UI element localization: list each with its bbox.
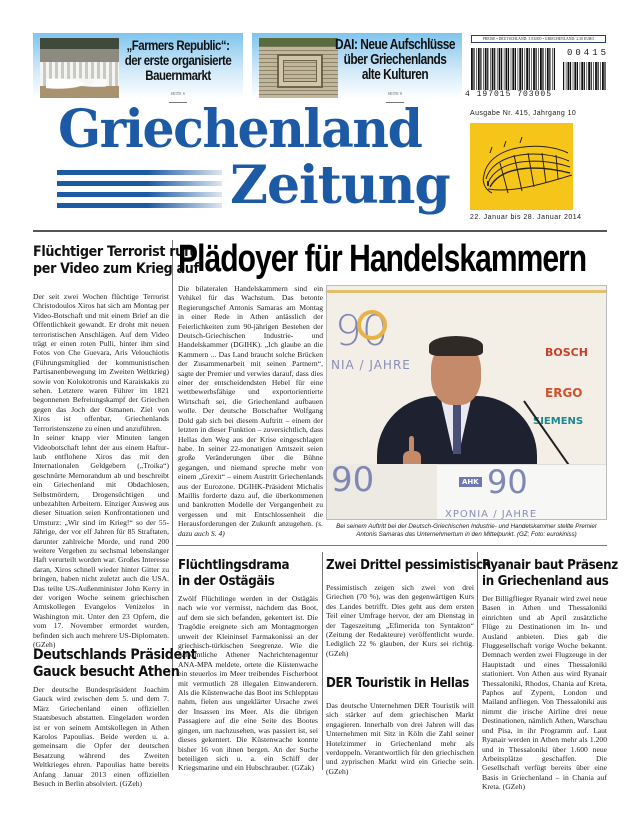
barcode-bar	[501, 48, 502, 90]
date-range: 22. Januar bis 28. Januar 2014	[470, 214, 582, 221]
masthead-stripe	[57, 170, 222, 175]
banner-ninety-text: 90	[335, 306, 389, 355]
headline-line: per Video zum Krieg auf	[33, 261, 199, 277]
masthead-stripe	[57, 181, 222, 186]
barcode-bar	[595, 62, 597, 90]
teaser-title-line: DAI: Neue Aufschlüsse	[334, 37, 456, 53]
sponsor-label: ERGO	[545, 386, 583, 400]
barcode-bar	[547, 48, 549, 90]
barcode-bar	[584, 62, 585, 90]
headline-line: Flüchtlingsdrama	[178, 557, 290, 573]
barcode-bar	[531, 48, 532, 90]
article-headline-fluechtlinge[interactable]	[178, 557, 289, 589]
barcode-bar	[508, 48, 509, 90]
barcode-addon	[563, 62, 607, 90]
barcode-bar	[549, 48, 550, 90]
speaker-at-podium-photo	[326, 285, 607, 520]
column-divider	[322, 552, 323, 770]
geese-photo	[40, 38, 119, 98]
barcode-bar	[600, 62, 601, 90]
masthead-stripe	[57, 203, 222, 208]
paragraph: In seiner knapp vier Minuten langen Videobotschaft lehnt der aus einem Hafturlaub entflohene Xiros das mit den Internationalen Geldgebern („Troika“) geschnürte Memorandum ab und beschreibt ein Griechenland mit Obdachlosen, Selbstmördern, Drogensüchtigen und unbezahlten Arbeitern. Einziger Ausweg aus dieser Situation seien Konfrontationen und Umsturz: „Wir sind im Krieg!“ so der 55-Jährige, der vor elf Jahren für 85 Straftaten, darunter zahlreiche Morde, und rund 200 weitere Vergehen zu sechsmal lebenslanger Haft verurteilt worden war. Großes Interesse daran, Xiros schnell wieder hinter Gitter zu bringen, haben nicht zuletzt auch die USA. Das teilte US-Außenminister John Kerry in der vorigen Woche seinem griechischen Amtskollegen Evangelos Venizelos in Washington mit. Unter den 23 Opfern, die vom 17. November ermordet wurden, befinden sich auch mehrere US-Diplomaten. (GZeh)	[33, 433, 169, 650]
barcode-bar	[519, 48, 521, 90]
barcode-bar	[497, 48, 498, 90]
headline-line: in der Ostägäis	[178, 573, 275, 589]
barcode-bar	[566, 62, 567, 90]
speaker-finger	[409, 436, 414, 454]
barcode-bar	[580, 62, 581, 90]
barcode-bar	[471, 48, 473, 90]
barcode-bar	[540, 48, 542, 90]
article-headline-gauck[interactable]	[33, 647, 196, 681]
podium	[437, 464, 607, 520]
barcode-bar	[604, 62, 605, 90]
barcode-bar	[570, 62, 571, 90]
teaser-dai[interactable]	[252, 33, 462, 99]
masthead-title: Griechenland	[58, 99, 422, 160]
column-divider	[477, 552, 478, 770]
barcode-bar	[568, 62, 570, 90]
teaser-title-line: der erste organisierte	[124, 52, 232, 68]
teaser-title	[117, 38, 240, 103]
barcode-bar	[536, 48, 537, 90]
main-headline[interactable]: Plädoyer für Handelskammern	[178, 238, 587, 280]
barcode-bar	[483, 48, 484, 90]
issue-code: 00415	[567, 48, 610, 58]
barcode-bar	[492, 48, 494, 90]
headline-line: Flüchtiger Terrorist ruft	[33, 244, 195, 260]
barcode-bar	[487, 48, 488, 90]
barcode-bar	[525, 48, 526, 90]
sponsor-label: BOSCH	[545, 346, 588, 359]
barcode-bar	[526, 48, 528, 90]
speaker-hair	[429, 336, 483, 356]
issue-info: Ausgabe Nr. 415, Jahrgang 10	[470, 110, 577, 117]
teaser-title-line: Bauernmarkt	[145, 67, 211, 83]
lower-banner	[327, 460, 437, 520]
barcode-bar	[512, 48, 514, 90]
article-headline-terrorist[interactable]	[33, 244, 199, 278]
podium-ninety: 90	[487, 463, 528, 501]
section-divider	[176, 545, 607, 546]
barcode-bar	[577, 62, 578, 90]
article-body-ryanair: Der Billigflieger Ryanair wird zwei neue Basen in Athen und Thessaloniki einrichten und ab April zusätzliche Flüge zu Destinationen im In- und Ausland anbieten. Dies gab die Fluggesellschaft vorige Woche bekannt. Demnach werden zwei Flugzeuge in der Hauptstadt und eines Thessaloniki stationiert. Von Athen aus wird Ryanair Thessaloniki, Rhodos, Chania auf Kreta, Paphos auf Zypern, London und Mailand anfliegen. Von Thessaloniki aus nimmt die irische Airline drei neue Destinationen, nämlich Athen, Warschau und Pisa, in ihr Programm auf. Laut Ryanair werden in Athen mehr als 1.200 und in Thessaloniki über 1.600 neue Arbeitsplätze geschaffen. Die Gesellschaft verfügt bereits über eine Basis in Griechenland – in Chania auf Kreta. (GZeh)	[482, 594, 607, 792]
barcode-bar	[573, 62, 574, 90]
theater-logo	[470, 123, 573, 210]
headline-line: Gauck besucht Athen	[33, 664, 180, 680]
article-body-zwei-drittel: Pessimistisch zeigen sich zwei von drei Griechen (70 %), was den gegenwärtigen Kurs des Landes betrifft. Dies geht aus dem ersten Teil einer Umfrage hervor, der am Dienstag in der Tageszeitung „Efimerida ton Syntakton“ (Zeitung der Redakteure) veröffentlicht wurde. Lediglich 22 % glauben, der Kurs sei richtig. (GZeh)	[326, 583, 474, 658]
masthead-stripe	[57, 192, 222, 197]
barcode-bar	[598, 62, 599, 90]
teaser-title-line: „Farmers Republic“:	[126, 37, 230, 53]
barcode-bar	[574, 62, 576, 90]
barcode-bar	[506, 48, 508, 90]
banner-jahre: NIA / JAHRE	[331, 358, 411, 372]
paragraph: Die bilateralen Handelskammern sind ein Vehikel für das Wachstum. Das betonte Regierungschef Antonis Samaras am Montag in einer Rede in Athen anlässlich der Feierlichkeiten zum 90-jährigen Bestehen der Deutsch-Griechischen Industrie- und Handelskammer (DGIHK). „Ich glaube an die Kammern ... Das Land braucht solche Brücken der Zusammenarbeit mit seinen Partnern“, sagte der Premier und verwies darauf, dass dies einer der entscheidendsten Hebel für eine wettbewerbsfähige und exportorientierte Wirtschaft sei, die Griechenland aufbauen wolle. Der deutsche Botschafter Wolfgang Dold gab sich bei diesem Auftritt – einem der letzten in dieser Funktion – zuversichtlich, dass Hellas den Weg aus der Krise eingeschlagen habe. In seiner 22-monatigen Amtszeit seien große Veränderungen über die Bühne gegangen, und niemand spreche mehr von einem „Grexit“ – einem Austritt Griechenlands aus der Eurozone. DGIHK-Präsident Michalis Maillis forderte dazu auf, die überkommenen und bankrotten Modelle der Vergangenheit zu vergessen und mit Entschlossenheit die Herausforderungen der Zukunft anzugehen.	[178, 284, 323, 529]
barcode-bar	[542, 48, 543, 90]
article-body-fluechtlinge: Zwölf Flüchtlinge werden in der Ostägäis nach wie vor vermisst, nachdem das Boot, auf dem sie sich befanden, gekentert ist. Die Tragödie ereignete sich am Montagmorgen unweit der Kleininsel Farmakonissi an der griechisch-türkischen Seegrenze. Wie die halbamtliche Athener Nachrichtenagentur ANA-MPA meldete, ortete die Küstenwache ein steuerlos im Meer treibendes Fischerboot mit vermutlich 28 illegalen Einwanderern. Als die Küstenwache das Boot ins Schlepptau nahm, fielen aus ungeklärter Ursache zwei der Insassen ins Meer. Als die übrigen Passagiere auf die eine Seite des Bootes gingen, um nachzusehen, was passiert ist, sei dieses gekentert. Die Küstenwache konnte bisher 16 von ihnen bergen. An der Suche beteiligen sich u. a. ein Schiff der Kriegsmarine und ein Hubschrauber. (GZak)	[178, 594, 318, 773]
barcode-bar	[538, 48, 539, 90]
photo-caption: Bei seinem Auftritt bei der Deutsch-Griechischen Industrie- und Handelskammer stellte Premier Antonis Samaras das Unternehmertum in den Mittelpunkt. (GZ; Foto: eurokiniss)	[336, 523, 597, 538]
barcode-bar	[563, 62, 564, 90]
page-reference: SEITE 6	[169, 86, 187, 103]
barcode-bar	[499, 48, 501, 90]
headline-line: Ryanair baut Präsenz	[482, 557, 618, 573]
barcode-bar	[602, 62, 604, 90]
barcode-bar	[490, 48, 491, 90]
barcode-bar	[511, 48, 512, 90]
barcode-bar	[593, 62, 594, 90]
sponsor-bosch	[545, 346, 588, 359]
barcode	[471, 48, 555, 90]
barcode-bar	[581, 62, 583, 90]
article-headline-zwei-drittel[interactable]: Zwei Drittel pessimistisch	[326, 557, 491, 573]
article-body-der-touristik: Das deutsche Unternehmen DER Touristik will sich stärker auf dem griechischen Markt engagieren. Innerhalb von drei Jahren will das Unternehmen mit Sitz in Köln die Zahl seiner Hotelzimmer in Griechenland mehr als verdoppeln. Verantwortlich für den griechischen und zyprischen Markt wird ein Grieche sein. (GZeh)	[326, 701, 474, 776]
teaser-title-line: über Griechenlands	[343, 52, 447, 68]
banner-ring	[357, 310, 387, 340]
barcode-bar	[494, 48, 495, 90]
barcode-bar	[522, 48, 523, 90]
barcode-bar	[588, 62, 590, 90]
barcode-bar	[554, 48, 555, 90]
barcode-bar	[533, 48, 535, 90]
barcode-bar	[476, 48, 477, 90]
amphitheater-icon	[470, 123, 573, 210]
teaser-title	[334, 38, 457, 103]
headline-line: in Griechenland aus	[482, 573, 609, 589]
page-reference: SEITE 8	[386, 86, 404, 103]
main-article-body	[178, 284, 323, 538]
price-box: PREISE • DEUTSCHLAND: 3 EURO • GRIECHENLAND: 2,50 EURO	[471, 35, 606, 43]
barcode-bar	[480, 48, 481, 90]
barcode-bar	[518, 48, 519, 90]
paragraph: Der seit zwei Wochen flüchtige Terrorist Christodoulos Xiros hat sich am Montag per Video-Botschaft und mit einem Brief an die Öffentlichkeit gewandt. Er droht mit neuen terroristischen Anschlägen. Auf dem Video trägt er einen roten Pulli, hinter ihm sind Fotos von Che Guevara, Aris Velouchiotis (Führungsmitglied der kommunistischen Partisanenbewegung im Zweiten Weltkrieg) sowie von Kolokotronis und Karaiskakis zu sehen. Letztere waren Führer im 1821 begonnenen Befreiungskampf der Griechen gegen das Joch der Osmanen. Ziel von Xiros ist offenbar, Griechenlands Terroristenszene zu einen und anzuführen.	[33, 292, 169, 433]
barcode-bar	[485, 48, 487, 90]
speaker-tie	[453, 398, 461, 454]
barcode-bar	[504, 48, 505, 90]
banner-stripe	[327, 290, 606, 293]
sponsor-label: SIEMENS	[533, 416, 584, 427]
article-body-terrorist	[33, 292, 169, 649]
page-reference[interactable]: (s. dazu auch S. 4)	[178, 519, 323, 538]
ahk-logo: AHK	[459, 477, 482, 487]
excavation-photo	[259, 38, 338, 98]
article-headline-der-touristik[interactable]: DER Touristik in Hellas	[326, 675, 469, 691]
podium-label: XPONIA / JAHRE	[445, 509, 538, 520]
lower-ninety: 90	[331, 460, 375, 500]
barcode-number: 4 197015 703005	[465, 90, 553, 99]
barcode-bar	[478, 48, 480, 90]
barcode-bar	[587, 62, 588, 90]
barcode-bar	[473, 48, 474, 90]
headline-line: Deutschlands Präsident	[33, 647, 197, 663]
teaser-title-line: alte Kulturen	[361, 67, 429, 83]
article-headline-ryanair[interactable]	[482, 557, 618, 589]
teaser-farmers-republic[interactable]	[33, 33, 243, 99]
sponsor-ergo	[545, 386, 583, 400]
barcode-bar	[529, 48, 530, 90]
masthead-divider	[33, 230, 607, 232]
masthead-subtitle: Zeitung	[230, 155, 450, 216]
barcode-bar	[545, 48, 546, 90]
article-body-gauck: Der deutsche Bundespräsident Joachim Gauck wird zwischen dem 5. und dem 7. März Griechenland einen offiziellen Staatsbesuch abstatten. Eingeladen worden ist er von seinem Amtskollegen in Athen Karolos Papoulias. Beide werden u. a. gemeinsam die Opfer der deutschen Besatzung während des Zweiten Weltkrieges ehren. Papoulias hatte bereits Anfang Januar 2013 einen offiziellen Besuch in Berlin absolviert. (GZeh)	[33, 685, 169, 789]
barcode-bar	[515, 48, 516, 90]
barcode-bar	[591, 62, 592, 90]
column-divider	[172, 240, 173, 770]
barcode-bar	[552, 48, 553, 90]
